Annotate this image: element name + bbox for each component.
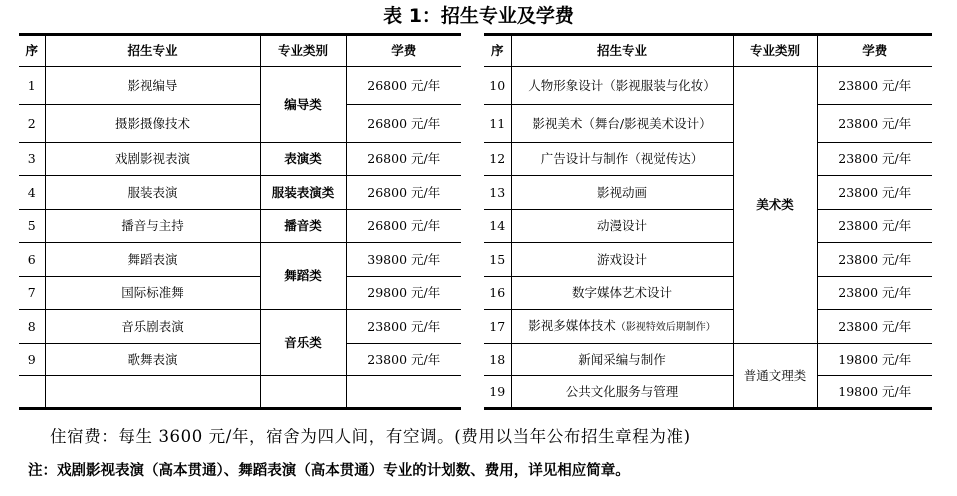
- row-major: 人物形象设计（影视服装与化妆）: [511, 67, 733, 105]
- row-seq: 19: [484, 376, 511, 409]
- row-seq: 11: [484, 105, 511, 143]
- row-fee: 23800 元/年: [817, 67, 932, 105]
- row-major: [511, 310, 733, 344]
- row-fee: 19800 元/年: [817, 344, 932, 376]
- majors-table-left: [19, 33, 461, 410]
- table-row: [484, 243, 932, 277]
- row-fee: 26800 元/年: [346, 143, 461, 176]
- row-fee: 23800 元/年: [346, 344, 461, 376]
- row-fee: 23800 元/年: [817, 243, 932, 277]
- row-seq: 2: [19, 105, 45, 143]
- empty-cell: [346, 376, 461, 409]
- row-fee: 23800 元/年: [817, 143, 932, 176]
- row-major: 摄影摄像技术: [45, 105, 260, 143]
- row-major: 音乐剧表演: [45, 310, 260, 344]
- row-seq: 3: [19, 143, 45, 176]
- category-cell: 表演类: [260, 143, 346, 176]
- row-major: 服装表演: [45, 176, 260, 210]
- row-seq: 6: [19, 243, 45, 277]
- table-row: [484, 67, 932, 105]
- header-seq: 序: [484, 35, 511, 67]
- category-cell: 舞蹈类: [260, 243, 346, 310]
- table-row: [19, 67, 461, 105]
- row-major: 动漫设计: [511, 210, 733, 243]
- category-cell: 播音类: [260, 210, 346, 243]
- row-major: 游戏设计: [511, 243, 733, 277]
- header-major: 招生专业: [511, 35, 733, 67]
- row-fee: 19800 元/年: [817, 376, 932, 409]
- row-fee: 23800 元/年: [817, 105, 932, 143]
- table-row: [484, 310, 932, 344]
- category-cell: 音乐类: [260, 310, 346, 376]
- table-row: [19, 143, 461, 176]
- row-fee: 23800 元/年: [817, 310, 932, 344]
- table-title: 表 1：招生专业及学费: [383, 5, 574, 27]
- header-category: 专业类别: [260, 35, 346, 67]
- row-fee: 23800 元/年: [817, 176, 932, 210]
- empty-cell: [19, 376, 45, 409]
- row-major: 播音与主持: [45, 210, 260, 243]
- table-row: [19, 105, 461, 143]
- empty-cell: [260, 376, 346, 409]
- row-seq: 10: [484, 67, 511, 105]
- row-fee: 26800 元/年: [346, 67, 461, 105]
- row-major: 影视编导: [45, 67, 260, 105]
- row-fee: 39800 元/年: [346, 243, 461, 277]
- category-cell: 美术类: [733, 67, 817, 344]
- category-cell: 服装表演类: [260, 176, 346, 210]
- table-row: [19, 210, 461, 243]
- row-seq: 12: [484, 143, 511, 176]
- row-seq: 4: [19, 176, 45, 210]
- row-major: 影视美术（舞台/影视美术设计）: [511, 105, 733, 143]
- row-seq: 17: [484, 310, 511, 344]
- major-text: 影视多媒体技术: [528, 317, 616, 333]
- row-seq: 13: [484, 176, 511, 210]
- table-row: [484, 176, 932, 210]
- row-seq: 16: [484, 277, 511, 310]
- table-row: [19, 310, 461, 344]
- lodging-fee-note: 住宿费：每生 3600 元/年，宿舍为四人间，有空调。(费用以当年公布招生章程为准): [50, 427, 691, 446]
- row-seq: 7: [19, 277, 45, 310]
- footnote: 注：戏剧影视表演（高本贯通）、舞蹈表演（高本贯通）专业的计划数、费用，详见相应简章。: [28, 463, 630, 479]
- row-fee: 26800 元/年: [346, 105, 461, 143]
- header-fee: 学费: [346, 35, 461, 67]
- majors-table-right: [484, 33, 932, 410]
- row-seq: 18: [484, 344, 511, 376]
- row-major: 新闻采编与制作: [511, 344, 733, 376]
- table-row: [484, 376, 932, 409]
- row-seq: 5: [19, 210, 45, 243]
- table-row: [484, 143, 932, 176]
- header-fee: 学费: [817, 35, 932, 67]
- row-fee: 23800 元/年: [346, 310, 461, 344]
- header-category: 专业类别: [733, 35, 817, 67]
- row-major: 戏剧影视表演: [45, 143, 260, 176]
- row-seq: 1: [19, 67, 45, 105]
- row-fee: 26800 元/年: [346, 176, 461, 210]
- row-fee: 23800 元/年: [817, 277, 932, 310]
- header-seq: 序: [19, 35, 45, 67]
- row-fee: 29800 元/年: [346, 277, 461, 310]
- table-row: [19, 277, 461, 310]
- major-note: （影视特效后期制作）: [615, 321, 716, 333]
- row-fee: 26800 元/年: [346, 210, 461, 243]
- row-seq: 15: [484, 243, 511, 277]
- table-row: [484, 344, 932, 376]
- row-seq: 8: [19, 310, 45, 344]
- row-major: 影视动画: [511, 176, 733, 210]
- table-row: [19, 344, 461, 376]
- row-major: 广告设计与制作（视觉传达）: [511, 143, 733, 176]
- header-major: 招生专业: [45, 35, 260, 67]
- empty-cell: [45, 376, 260, 409]
- row-major: 国际标准舞: [45, 277, 260, 310]
- table-row: [19, 243, 461, 277]
- row-seq: 14: [484, 210, 511, 243]
- category-cell: 普通文理类: [733, 344, 817, 409]
- row-major: 歌舞表演: [45, 344, 260, 376]
- table-row-empty: [19, 376, 461, 409]
- row-seq: 9: [19, 344, 45, 376]
- table-row: [484, 277, 932, 310]
- row-major: 公共文化服务与管理: [511, 376, 733, 409]
- table-row: [19, 176, 461, 210]
- category-cell: 编导类: [260, 67, 346, 143]
- row-major: 数字媒体艺术设计: [511, 277, 733, 310]
- row-fee: 23800 元/年: [817, 210, 932, 243]
- table-row: [484, 210, 932, 243]
- table-row: [484, 105, 932, 143]
- row-major: 舞蹈表演: [45, 243, 260, 277]
